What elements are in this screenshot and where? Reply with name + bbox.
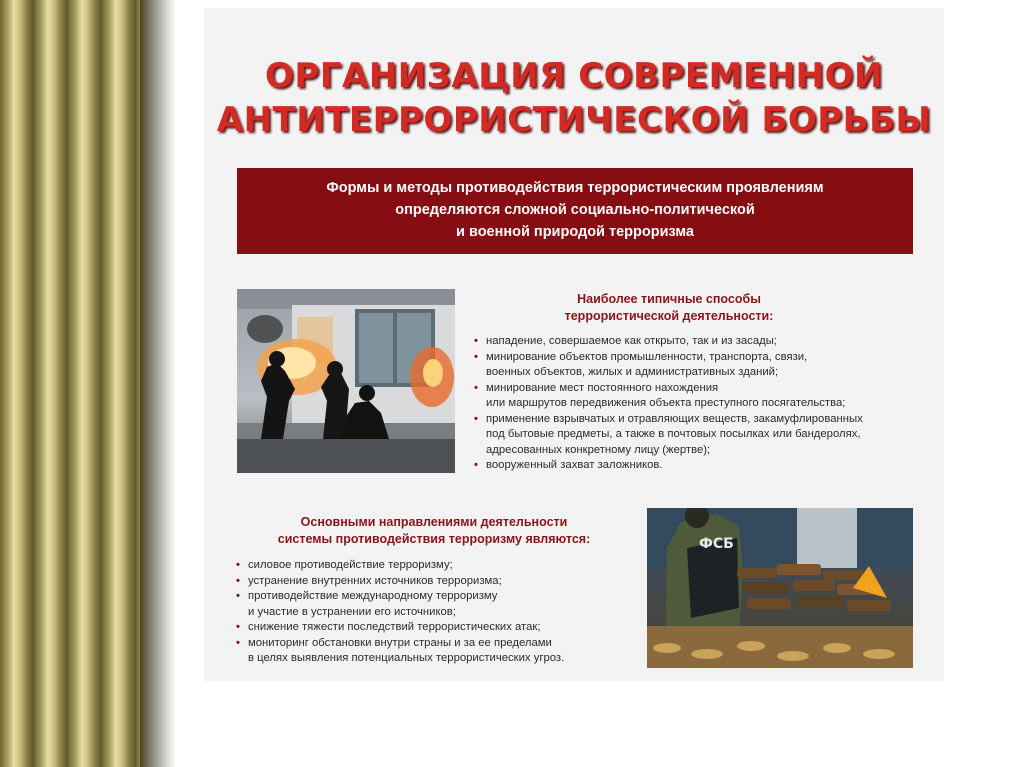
slide-title-line: АНТИТЕРРОРИСТИЧЕСКОЙ БОРЬБЫ xyxy=(216,100,932,140)
list-item-line: • силовое противодействие терроризму; xyxy=(248,559,453,571)
list-item xyxy=(472,458,932,474)
list-item xyxy=(472,381,932,412)
list-item xyxy=(234,574,644,590)
list-item-line: • устранение внутренних источников терроризма; xyxy=(248,574,502,587)
list-item-line: • противодействие международному терроризму xyxy=(248,590,498,602)
banner-line: Формы и методы противодействия террористическим проявлениям xyxy=(326,180,824,196)
assault-team-photo xyxy=(237,289,455,473)
methods-title-line: террористической деятельности: xyxy=(564,309,774,323)
list-item-line: военных объектов, жилых и административных зданий; xyxy=(486,366,779,378)
directions-title-line: Основными направлениями деятельности xyxy=(300,515,568,529)
slide-title-line: ОРГАНИЗАЦИЯ СОВРЕМЕННОЙ xyxy=(265,56,883,96)
banner-line: и военной природой терроризма xyxy=(456,224,694,240)
list-item-line: • минирование объектов промышленности, транспорта, связи, xyxy=(486,350,808,363)
list-item-line: в целях выявления потенциальных террористических угроз. xyxy=(248,652,565,664)
list-item-line: • нападение, совершаемое как открыто, так и из засады; xyxy=(486,335,777,347)
list-item-line: • применение взрывчатых и отравляющих веществ, закамуфлированных xyxy=(486,412,863,425)
list-item-line: • мониторинг обстановки внутри страны и за ее пределами xyxy=(248,636,552,649)
fsb-seized-explosives-photo xyxy=(647,508,913,668)
methods-list xyxy=(472,334,932,474)
list-item xyxy=(472,334,932,350)
list-item-line: адресованных конкретному лицу (жертве); xyxy=(486,443,711,456)
directions-list xyxy=(234,558,644,667)
banner-line: определяются сложной социально-политической xyxy=(395,202,755,218)
list-item-line: • снижение тяжести последствий террористических атак; xyxy=(248,621,541,633)
list-item-line: и участие в устранении его источников; xyxy=(248,605,456,618)
summary-banner xyxy=(237,168,913,254)
list-item xyxy=(234,558,644,574)
methods-title-line: Наиболее типичные способы xyxy=(577,292,761,306)
list-item xyxy=(472,412,932,459)
list-item xyxy=(234,620,644,636)
directions-section-title xyxy=(244,514,624,548)
list-item-line: • минирование мест постоянного нахождения xyxy=(486,381,719,394)
methods-section-title xyxy=(504,291,834,325)
directions-title-line: системы противодействия терроризму являются: xyxy=(277,532,591,546)
list-item-line: под бытовые предметы, а также в почтовых посылках или бандеролях, xyxy=(486,428,861,440)
list-item xyxy=(234,636,644,667)
slide xyxy=(204,8,944,681)
fsb-label: ФСБ xyxy=(699,536,734,552)
list-item-line: или маршрутов передвижения объекта преступного посягательства; xyxy=(486,397,846,409)
slide-title xyxy=(204,54,944,142)
curtain-shadow xyxy=(140,0,176,767)
list-item xyxy=(472,350,932,381)
list-item xyxy=(234,589,644,620)
list-item-line: • вооруженный захват заложников. xyxy=(486,459,663,471)
